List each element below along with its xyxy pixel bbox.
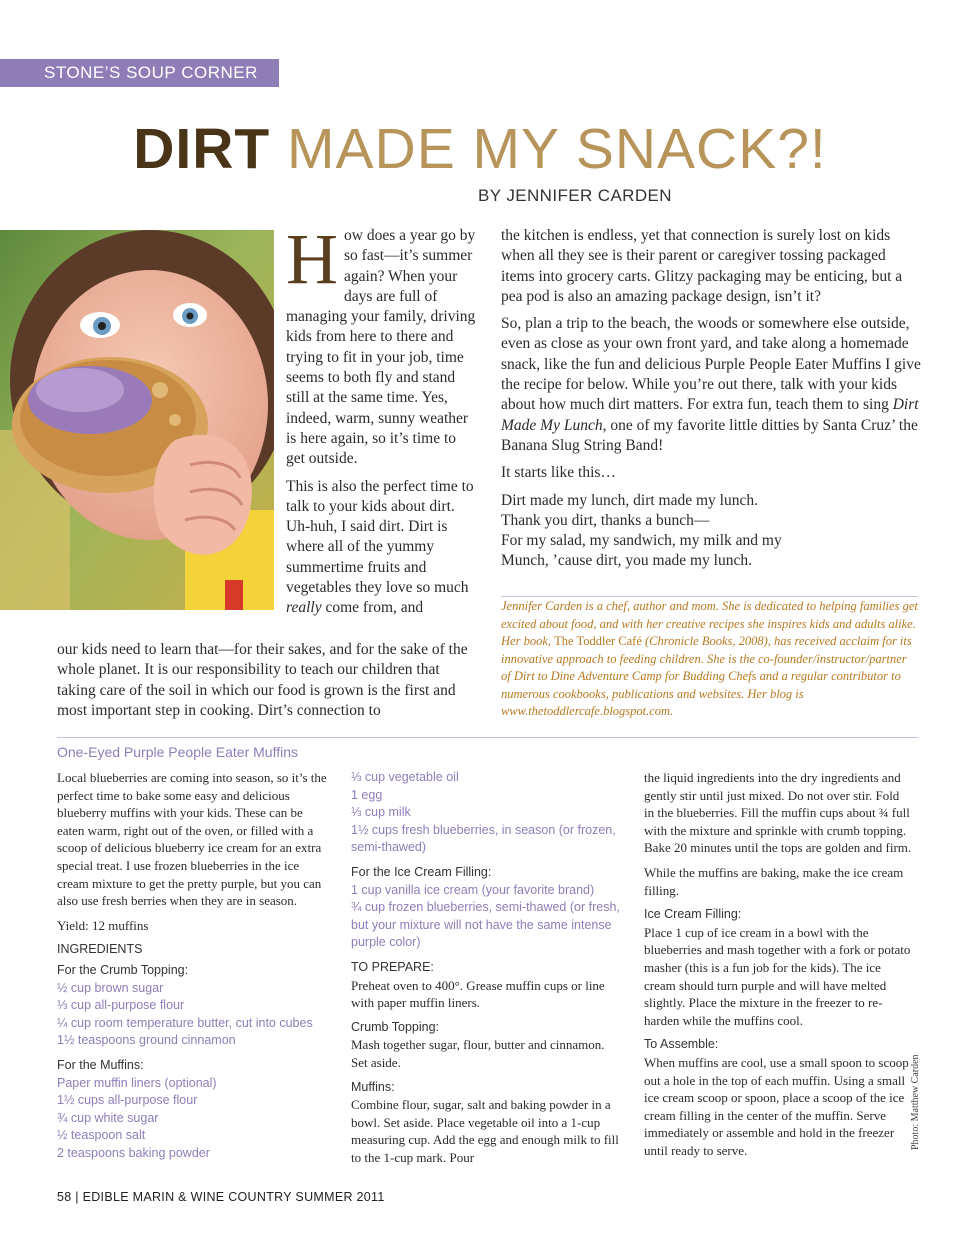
recipe-title: One-Eyed Purple People Eater Muffins (57, 744, 298, 760)
song-line: Dirt made my lunch, dirt made my lunch. (501, 491, 758, 509)
ingredient-item: 1½ cups fresh blueberries, in season (or frozen, semi-thawed) (351, 822, 616, 855)
prepare-text: Preheat oven to 400°. Grease muffin cups or line with paper muffin liners. (351, 977, 605, 1011)
author-bio: Jennifer Carden is a chef, author and mom. She is dedicated to helping families get excited about food, and with her creative recipes she inspires kids and adults alike. Her book, The Toddler Café (Chronicle Books, 2008), has received acclaim for its innovative approach to feeding children. She is the co-founder/instructor/partner of Dirt to Dine Adventure Camp for Budding Chefs and a regular contributor to numerous cookbooks, publications and websites. Her blog is www.thetoddlercafe.blogspot.com. (501, 599, 918, 718)
article-col1-narrow (286, 219, 476, 619)
muffins-step: Combine flour, sugar, salt and baking powder in a bowl. Set aside. Place vegetable oil into a 1-cup measuring cup. Add the egg and enough milk to fill to the 1-cup mark. Pour (351, 1097, 619, 1165)
photo-credit: Photo: Matthew Carden (910, 1054, 921, 1150)
recipe-col2 (351, 769, 623, 1166)
ingredient-item: 1 cup vanilla ice cream (your favorite brand) (351, 882, 595, 897)
article-paragraph-3: the kitchen is endless, yet that connection is surely lost on kids when all they see is their parent or caregiver tossing packaged items into grocery carts. Glitzy packaging may be enticing, but a pea pod is also an amazing package design, isn’t it? (501, 227, 903, 305)
title-rest: MADE MY SNACK?! (270, 117, 827, 181)
while-baking-text: While the muffins are baking, make the ice cream filling. (644, 864, 904, 898)
prepare-heading: TO PREPARE: (351, 959, 434, 974)
article-title (0, 114, 960, 184)
ingredient-item: ¼ cup room temperature butter, cut into cubes (57, 1015, 313, 1030)
ingredient-item: 1 egg (351, 787, 383, 802)
song-line: For my salad, my sandwich, my milk and my (501, 532, 782, 550)
recipe-col1 (57, 769, 329, 1162)
ingredient-item: ½ teaspoon salt (57, 1128, 146, 1143)
article-paragraph-4: So, plan a trip to the beach, the woods or somewhere else outside, even as close as your own front yard, and take along a homemade snack, like the fun and delicious Purple People Eater Muffins I give the recipe for below. While you’re out there, talk with your kids about how much dirt matters. For extra fun, teach them to sing Dirt Made My Lunch, one of my favorite little ditties by Santa Cruz’ the Banana Slug String Band! (501, 315, 921, 454)
ingredient-item: 2 teaspoons baking powder (57, 1145, 210, 1160)
ingredient-item: ⅓ cup vegetable oil (351, 770, 459, 784)
ingredient-item: ½ cup brown sugar (57, 980, 164, 995)
page-footer: 58 | EDIBLE MARIN & WINE COUNTRY SUMMER 2011 (57, 1190, 385, 1204)
icecream-step-heading: Ice Cream Filling: (644, 907, 742, 922)
bio-divider (501, 596, 918, 597)
child-eating-muffin-photo (0, 230, 274, 610)
ingredient-item: 1½ cups all-purpose flour (57, 1093, 198, 1108)
icecream-heading: For the Ice Cream Filling: (351, 864, 492, 879)
title-bold: DIRT (133, 117, 271, 181)
ingredient-item: ⅓ cup all-purpose flour (57, 998, 185, 1013)
song-line: Thank you dirt, thanks a bunch— (501, 511, 710, 529)
article-paragraph-5: It starts like this… (501, 464, 616, 482)
article-paragraph-2: This is also the perfect time to talk to your kids about dirt. Uh-huh, I said dirt. Dirt is where all of the yummy summertime fruits and vegetables they love so much really come from, and (286, 477, 474, 617)
song-lyrics (501, 491, 921, 572)
assemble-step: When muffins are cool, use a small spoon to scoop out a hole in the top of each muffin. Using a small ice cream scoop or spoon, place a scoop of the ice cream filling in the center of the muffin. Serve immediately or assemble and hold in the freezer until ready to serve. (644, 1054, 909, 1158)
ingredient-item: 1½ teaspoons ground cinnamon (57, 1033, 236, 1048)
crumb-step-heading: Crumb Topping: (351, 1019, 440, 1034)
ingredient-item: Paper muffin liners (optional) (57, 1075, 217, 1090)
article-paragraph-1: ow does a year go by so fast—it’s summer again? When your days are full of managing your family, driving kids from here to there and trying to fit in your job, time seems to both fly and stand still at the same time. Yes, indeed, warm, sunny weather is here again, so it’s time to get outside. (286, 227, 476, 468)
muffins-step-continued: the liquid ingredients into the dry ingredients and gently stir until just mixed. Do not over stir. Fold in the blueberries. Fill the muffin cups about ¾ full with the mixture and sprinkle with crumb topping. Bake 20 minutes until the tops are golden and firm. (644, 770, 912, 856)
assemble-heading: To Assemble: (644, 1037, 719, 1052)
section-kicker: STONE’S SOUP CORNER (0, 59, 279, 87)
article-col2 (501, 226, 921, 572)
recipe-yield: Yield: 12 muffins (57, 917, 149, 933)
muffins-step-heading: Muffins: (351, 1079, 395, 1094)
crumb-heading: For the Crumb Topping: (57, 962, 189, 977)
article-col1-wide: our kids need to learn that—for their sakes, and for the sake of the whole planet. It is our responsibility to teach our children that taking care of the soil in which our food is grown is the first and most important step in cooking. Dirt’s connection to (57, 641, 468, 719)
recipe-intro: Local blueberries are coming into season, so it’s the perfect time to bake some easy and delicious blueberry muffins with your kids. These can be eaten warm, right out of the oven, or filled with a scoop of delicious blueberry ice cream for an extra special treat. I use frozen blueberries in the ice cream mixture to get the pretty purple, but you can also use fresh berries when they are in season. (57, 770, 327, 909)
muffins-heading: For the Muffins: (57, 1057, 144, 1072)
ingredient-item: ⅓ cup milk (351, 805, 411, 820)
recipe-col3 (644, 769, 912, 1159)
byline: BY JENNIFER CARDEN (478, 186, 672, 205)
ingredient-item: ¾ cup frozen blueberries, semi-thawed (or fresh, but your mixture will not have the same intense purple color) (351, 900, 620, 950)
icecream-step: Place 1 cup of ice cream in a bowl with the blueberries and mash together with a fork or potato masher (this is a fun job for the kids). The ice cream should turn purple and will have melted slightly. Place the mixture in the freezer to re-harden while the muffins cool. (644, 924, 911, 1028)
ingredients-heading: INGREDIENTS (57, 942, 143, 957)
song-line: Munch, ’cause dirt, you made my lunch. (501, 552, 752, 570)
drop-cap: H (286, 219, 338, 299)
ingredient-item: ¾ cup white sugar (57, 1110, 159, 1125)
crumb-step: Mash together sugar, flour, butter and cinnamon. Set aside. (351, 1037, 605, 1070)
recipe-divider (57, 737, 918, 738)
